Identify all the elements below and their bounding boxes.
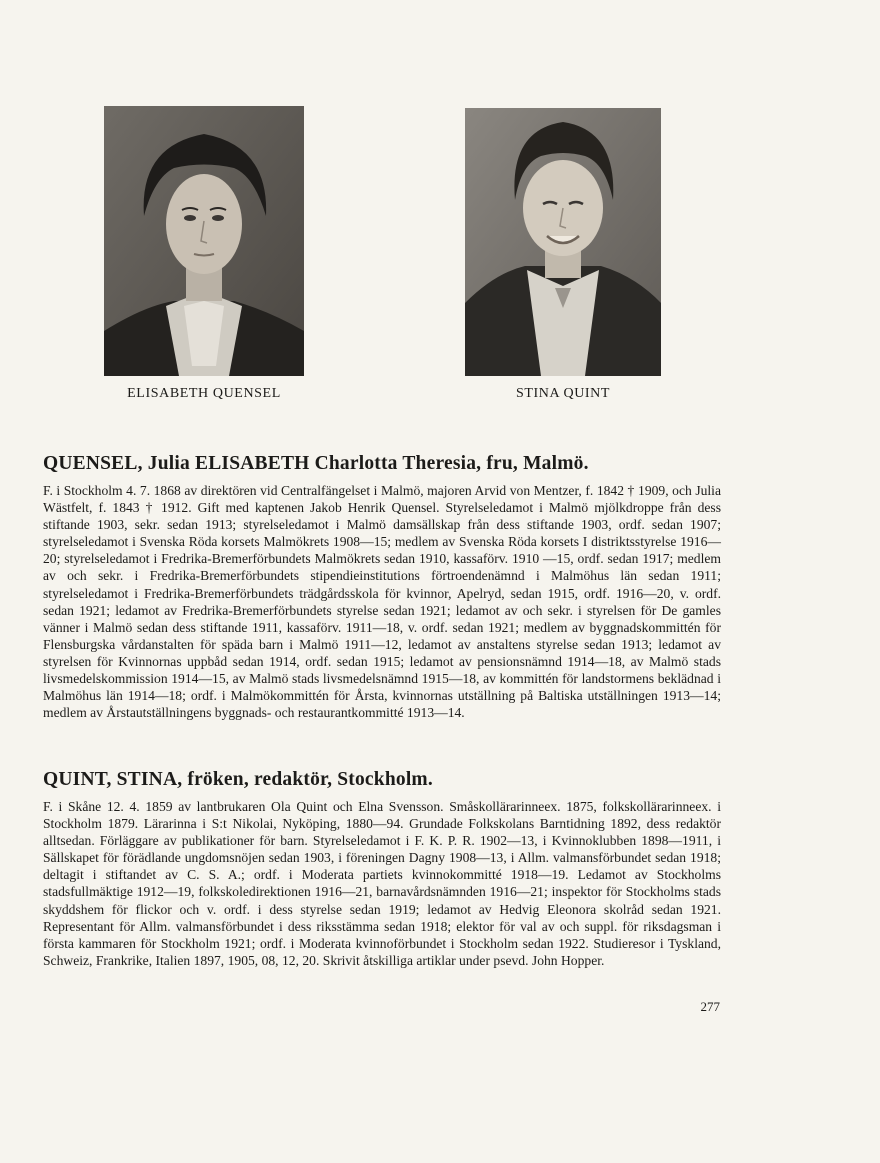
portrait-quint-image — [465, 108, 661, 376]
entry-heading-quensel: QUENSEL, Julia ELISABETH Charlotta Theresia, fru, Malmö. — [43, 453, 589, 474]
entry-body-quensel: F. i Stockholm 4. 7. 1868 av direktören vid Centralfängelset i Malmö, majoren Arvid von Mentzer, f. 1842 † 1909, och Julia Wästfelt, f. 1843 † 1912. Gift med kaptenen Jakob Henrik Quensel. Styrelseledamot i Malmö mjölkdroppe från dess stiftande 1903, sekr. sedan 1913; styrelseledamot i Malmö damsällskap från dess stiftande 1903, ordf. sedan 1907; styrelseledamot i Svenska Röda korsets Malmökrets 1908—15; medlem av Svenska Röda korsets I distriktsstyrelse 1916—20; styrelseledamot i Fredrika-Bremerförbundets Malmökrets sedan 1910, kassaförv. 1910 —15, ordf. sedan 1917; medlem av och sekr. i Fredrika-Bremerförbundets stipendieinstitutions förtroendenämnd i Malmöhus län sedan 1911; styrelseledamot i Fredrika-Bremerförbundets trädgårdsskola för kvinnor, Apelryd, sedan 1915, ordf. 1916—20, v. ordf. sedan 1921; ledamot av Fredrika-Bremerförbundets styrelse sedan 1921; ledamot av och sekr. i styrelsen för De gamles vänner i Malmö sedan dess stiftande 1911, kassaförv. 1911—18, v. ordf. sedan 1921; medlem av byggnadskommittén för Flensburgska vårdanstalten för späda barn i Malmö 1911—12, ledamot av anstaltens styrelse sedan 1913; ledamot av styrelsen för Kvinnornas uppbåd sedan 1914, ordf. sedan 1915; ledamot av pensionsnämnd 1914—18, av Malmö stads livsmedelskommission 1914—15, av Malmö stads livsmedelsnämnd 1915—18, av kommittén för landstormens beklädnad i Malmöhus län 1914—18; ordf. i Malmökommittén för Årsta, kvinnornas utställning på Baltiska utställningen 1913—14; medlem av Årstautställningens byggnads- och restaurantkommitté 1913—14. — [43, 483, 721, 721]
portrait-caption-quensel: ELISABETH QUENSEL — [127, 386, 281, 401]
portrait-quensel-image — [104, 106, 304, 376]
entry-body-quint: F. i Skåne 12. 4. 1859 av lantbrukaren Ola Quint och Elna Svensson. Småskollärarinneex. 1875, folkskollärarinneex. i Stockholm 1879. Lärarinna i S:t Nikolai, Nyköping, 1880—94. Grundade Folkskolans Barntidning 1892, dess redaktör alltsedan. Förläggare av publikationer för barn. Styrelseledamot i F. K. P. R. 1902—13, i Kvinnoklubben 1898—1911, i Sällskapet för förädlande ungdomsnöjen sedan 1903, i föreningen Dagny 1908—13, i Allm. valmansförbundet sedan 1918; deltagit i stiftandet av C. S. A.; ordf. i Moderata partiets kvinnokommitté 1918—19. Ledamot av Stockholms stadsfullmäktige 1912—19, folkskoledirektionen 1916—21, barnavårdsnämnden 1916—21; inspektor för Stockholms stads skyddshem för flickor och v. ordf. i dess styrelse sedan 1919; ledamot av Hedvig Eleonora skolråd sedan 1921. Representant för Allm. valmansförbundet i dess riksstämma sedan 1918; elektor för val av och suppl. för riksdagsman i första kammaren för Stockholm 1921; ordf. i Moderata kvinnoförbundet i Stockholm sedan 1922. Studieresor i Tyskland, Schweiz, Frankrike, Italien 1897, 1905, 08, 12, 20. Skrivit åtskilliga artiklar under psevd. John Hopper. — [43, 799, 721, 968]
biography-entry-quint — [43, 768, 721, 969]
portrait-photo-quint — [465, 108, 661, 376]
portrait-caption-quint: STINA QUINT — [515, 386, 611, 401]
entry-heading-quint: QUINT, STINA, fröken, redaktör, Stockholm. — [43, 769, 433, 790]
portrait-photo-quensel — [104, 106, 304, 376]
page-number: 277 — [700, 999, 720, 1014]
biography-entry-quensel — [43, 452, 721, 721]
